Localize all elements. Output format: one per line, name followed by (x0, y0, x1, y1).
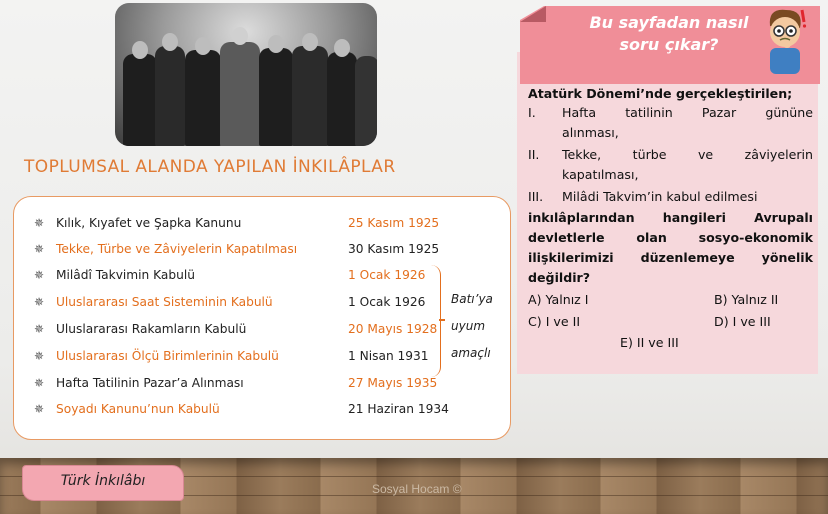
reform-date: 20 Mayıs 1928 (348, 322, 438, 336)
reform-row (32, 319, 437, 339)
item-2-line-2: kapatılması, (562, 167, 639, 182)
question-intro: Atatürk Dönemi’nde gerçekleştirilen; (528, 86, 793, 101)
reform-name: Hafta Tatilinin Pazar’a Alınması (56, 376, 244, 390)
reform-name: Soyadı Kanunu’nun Kabulü (56, 402, 220, 416)
item-3-number: III. (528, 189, 544, 204)
reform-name: Uluslararası Saat Sisteminin Kabulü (56, 295, 273, 309)
topic-tag (22, 465, 184, 501)
reforms-list (13, 196, 511, 440)
brace-note-line-1: Batı’ya (451, 292, 493, 306)
reform-name: Kılık, Kıyafet ve Şapka Kanunu (56, 216, 242, 230)
option-d: D) I ve III (714, 314, 771, 329)
stem-line-4: değildir? (528, 270, 591, 285)
bullet-icon: ✵ (33, 376, 45, 390)
reform-date: 27 Mayıs 1935 (348, 376, 438, 390)
topic-tag-label: Türk İnkılâbı (60, 473, 146, 489)
bullet-icon: ✵ (33, 242, 45, 256)
option-b: B) Yalnız II (714, 292, 779, 307)
item-1-text: Hafta tatilinin Pazar gününe (562, 105, 813, 120)
banner-title-line-2: soru çıkar? (619, 35, 719, 54)
section-title: TOPLUMSAL ALANDA YAPILAN İNKILÂPLAR (24, 157, 396, 177)
option-c: C) I ve II (528, 314, 581, 329)
thinking-boy-icon (760, 6, 808, 74)
item-3-text: Milâdi Takvim’in kabul edilmesi (562, 189, 758, 204)
historical-group-photo (115, 3, 377, 146)
item-1-number: I. (528, 105, 536, 120)
reform-date: 1 Ocak 1926 (348, 295, 426, 309)
stem-line-2: devletlerle olan sosyo-ekonomik (528, 230, 813, 245)
bullet-icon: ✵ (33, 402, 45, 416)
reform-date: 1 Nisan 1931 (348, 349, 429, 363)
reform-row (32, 292, 425, 312)
item-1-line-1 (528, 105, 813, 120)
reform-row (32, 265, 425, 285)
brace-tip (439, 319, 445, 321)
reform-date: 30 Kasım 1925 (348, 242, 440, 256)
reform-name: Uluslararası Ölçü Birimlerinin Kabulü (56, 349, 279, 363)
bullet-icon: ✵ (33, 268, 45, 282)
footer-credit: Sosyal Hocam © (372, 482, 462, 496)
reform-row (32, 239, 439, 259)
reform-row (32, 373, 437, 393)
item-3-line-1 (528, 189, 813, 204)
stem-line-3: ilişkilerimizi düzenlemeye yönelik (528, 250, 813, 265)
bullet-icon: ✵ (33, 216, 45, 230)
item-2-text: Tekke, türbe ve zâviyelerin (562, 147, 813, 162)
option-e: E) II ve III (620, 335, 679, 350)
stem-line-1: inkılâplarından hangileri Avrupalı (528, 210, 813, 225)
banner-title-line-1: Bu sayfadan nasıl (589, 13, 749, 32)
reform-name: Milâdî Takvimin Kabulü (56, 268, 195, 282)
item-2-line-1 (528, 147, 813, 162)
bullet-icon: ✵ (33, 322, 45, 336)
bullet-icon: ✵ (33, 295, 45, 309)
bullet-icon: ✵ (33, 349, 45, 363)
option-a: A) Yalnız I (528, 292, 589, 307)
reform-row (32, 346, 429, 366)
reform-date: 1 Ocak 1926 (348, 268, 426, 282)
reform-row (32, 213, 439, 233)
reform-row (32, 399, 449, 419)
brace-note-line-3: amaçlı (451, 346, 491, 360)
reform-name: Tekke, Türbe ve Zâviyelerin Kapatılması (56, 242, 298, 256)
reform-name: Uluslararası Rakamların Kabulü (56, 322, 247, 336)
item-2-number: II. (528, 147, 540, 162)
reform-date: 25 Kasım 1925 (348, 216, 440, 230)
item-1-line-2: alınması, (562, 125, 619, 140)
banner-title (584, 12, 754, 56)
reform-date: 21 Haziran 1934 (348, 402, 449, 416)
brace-note-line-2: uyum (451, 319, 486, 333)
